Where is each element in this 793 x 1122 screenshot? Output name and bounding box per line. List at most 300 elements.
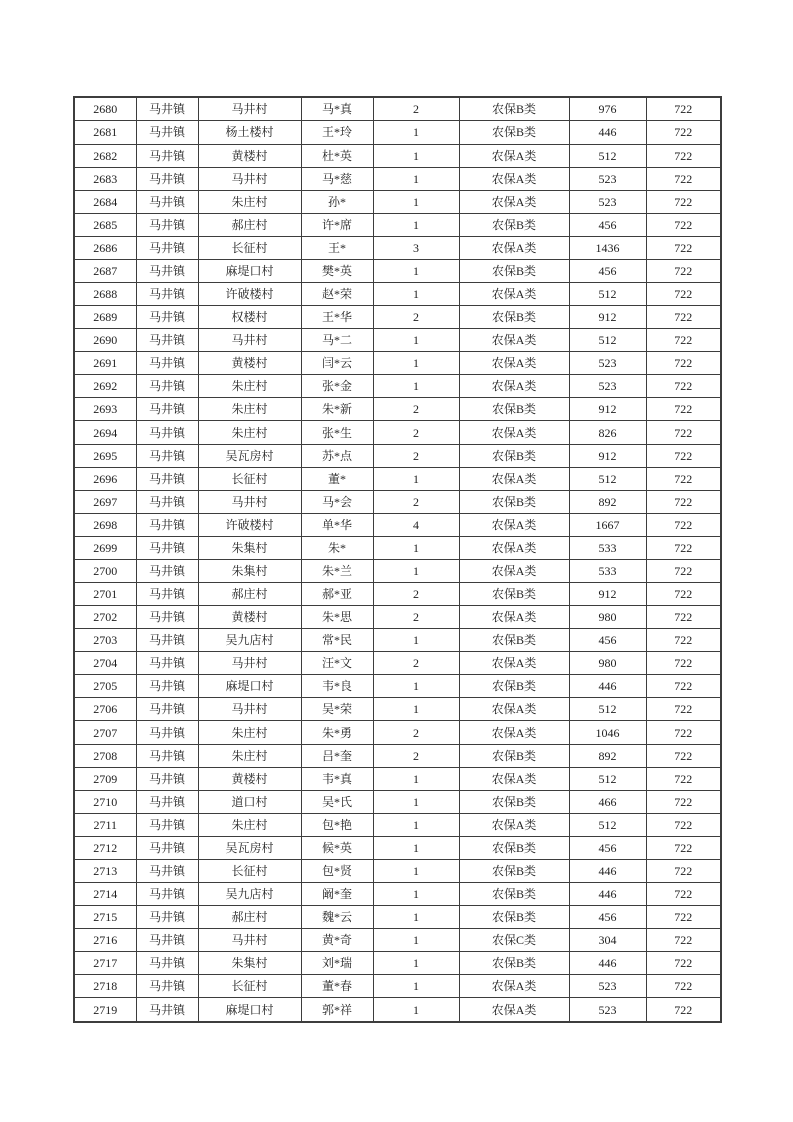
cell-person-count: 1 [373, 352, 459, 375]
cell-village: 黄楼村 [198, 606, 301, 629]
cell-insurance-category: 农保B类 [459, 906, 569, 929]
cell-person-count: 1 [373, 952, 459, 975]
cell-insurance-category: 农保A类 [459, 975, 569, 998]
cell-serial-number: 2699 [74, 536, 136, 559]
cell-village: 朱庄村 [198, 813, 301, 836]
cell-amount: 1046 [569, 721, 646, 744]
cell-amount: 1436 [569, 236, 646, 259]
cell-person-name: 包*贤 [301, 859, 373, 882]
cell-fixed-code: 722 [646, 213, 721, 236]
cell-person-name: 赵*荣 [301, 283, 373, 306]
cell-town: 马井镇 [136, 767, 198, 790]
cell-person-count: 1 [373, 283, 459, 306]
table-row [74, 306, 721, 329]
cell-person-name: 樊*英 [301, 259, 373, 282]
cell-serial-number: 2698 [74, 513, 136, 536]
cell-fixed-code: 722 [646, 121, 721, 144]
cell-person-name: 马*真 [301, 97, 373, 121]
cell-fixed-code: 722 [646, 259, 721, 282]
cell-serial-number: 2712 [74, 836, 136, 859]
cell-town: 马井镇 [136, 675, 198, 698]
cell-village: 许破楼村 [198, 283, 301, 306]
cell-person-count: 1 [373, 559, 459, 582]
table-row [74, 583, 721, 606]
cell-serial-number: 2702 [74, 606, 136, 629]
cell-amount: 523 [569, 998, 646, 1022]
cell-town: 马井镇 [136, 559, 198, 582]
cell-village: 马井村 [198, 698, 301, 721]
cell-fixed-code: 722 [646, 883, 721, 906]
cell-town: 马井镇 [136, 698, 198, 721]
cell-person-count: 1 [373, 144, 459, 167]
cell-person-name: 朱*勇 [301, 721, 373, 744]
cell-insurance-category: 农保B类 [459, 883, 569, 906]
cell-serial-number: 2688 [74, 283, 136, 306]
cell-amount: 466 [569, 790, 646, 813]
cell-serial-number: 2695 [74, 444, 136, 467]
cell-amount: 533 [569, 536, 646, 559]
table-row [74, 329, 721, 352]
cell-amount: 512 [569, 283, 646, 306]
cell-serial-number: 2716 [74, 929, 136, 952]
cell-person-count: 2 [373, 652, 459, 675]
cell-insurance-category: 农保B类 [459, 790, 569, 813]
table-row [74, 421, 721, 444]
cell-insurance-category: 农保A类 [459, 167, 569, 190]
cell-person-name: 马*慈 [301, 167, 373, 190]
cell-town: 马井镇 [136, 513, 198, 536]
cell-village: 马井村 [198, 490, 301, 513]
table-row [74, 744, 721, 767]
cell-village: 麻堤口村 [198, 675, 301, 698]
cell-person-name: 张*金 [301, 375, 373, 398]
cell-fixed-code: 722 [646, 952, 721, 975]
cell-fixed-code: 722 [646, 675, 721, 698]
cell-person-count: 1 [373, 906, 459, 929]
cell-person-name: 董* [301, 467, 373, 490]
cell-person-count: 1 [373, 813, 459, 836]
cell-amount: 512 [569, 467, 646, 490]
cell-serial-number: 2717 [74, 952, 136, 975]
cell-village: 麻堤口村 [198, 259, 301, 282]
table-row [74, 629, 721, 652]
cell-village: 麻堤口村 [198, 998, 301, 1022]
table-row [74, 929, 721, 952]
table-row [74, 767, 721, 790]
cell-person-count: 1 [373, 883, 459, 906]
cell-insurance-category: 农保A类 [459, 375, 569, 398]
cell-person-name: 孙* [301, 190, 373, 213]
table-row [74, 675, 721, 698]
cell-amount: 304 [569, 929, 646, 952]
cell-insurance-category: 农保A类 [459, 606, 569, 629]
cell-village: 黄楼村 [198, 144, 301, 167]
cell-town: 马井镇 [136, 536, 198, 559]
cell-insurance-category: 农保A类 [459, 721, 569, 744]
cell-town: 马井镇 [136, 306, 198, 329]
cell-amount: 826 [569, 421, 646, 444]
cell-person-name: 杜*英 [301, 144, 373, 167]
cell-serial-number: 2703 [74, 629, 136, 652]
cell-insurance-category: 农保B类 [459, 259, 569, 282]
cell-serial-number: 2718 [74, 975, 136, 998]
cell-town: 马井镇 [136, 144, 198, 167]
cell-amount: 523 [569, 190, 646, 213]
cell-insurance-category: 农保B类 [459, 629, 569, 652]
cell-person-name: 阚*奎 [301, 883, 373, 906]
cell-fixed-code: 722 [646, 536, 721, 559]
cell-town: 马井镇 [136, 444, 198, 467]
cell-serial-number: 2704 [74, 652, 136, 675]
benefits-table [73, 96, 722, 1023]
table-row [74, 236, 721, 259]
table-row [74, 444, 721, 467]
cell-person-count: 1 [373, 998, 459, 1022]
cell-amount: 912 [569, 398, 646, 421]
cell-fixed-code: 722 [646, 97, 721, 121]
cell-insurance-category: 农保B类 [459, 398, 569, 421]
cell-person-name: 吴*氏 [301, 790, 373, 813]
table-row [74, 97, 721, 121]
cell-insurance-category: 农保A类 [459, 559, 569, 582]
cell-village: 吴九店村 [198, 629, 301, 652]
cell-fixed-code: 722 [646, 559, 721, 582]
cell-insurance-category: 农保A类 [459, 698, 569, 721]
cell-serial-number: 2681 [74, 121, 136, 144]
cell-serial-number: 2690 [74, 329, 136, 352]
cell-amount: 446 [569, 859, 646, 882]
cell-fixed-code: 722 [646, 398, 721, 421]
cell-insurance-category: 农保A类 [459, 767, 569, 790]
cell-village: 朱庄村 [198, 421, 301, 444]
cell-village: 黄楼村 [198, 352, 301, 375]
cell-serial-number: 2694 [74, 421, 136, 444]
cell-insurance-category: 农保B类 [459, 744, 569, 767]
cell-town: 马井镇 [136, 629, 198, 652]
cell-amount: 446 [569, 952, 646, 975]
cell-amount: 523 [569, 375, 646, 398]
cell-village: 吴瓦房村 [198, 836, 301, 859]
cell-serial-number: 2692 [74, 375, 136, 398]
table-row [74, 144, 721, 167]
cell-village: 朱庄村 [198, 190, 301, 213]
table-row [74, 398, 721, 421]
table-row [74, 859, 721, 882]
cell-insurance-category: 农保A类 [459, 352, 569, 375]
cell-person-name: 常*民 [301, 629, 373, 652]
cell-person-count: 1 [373, 859, 459, 882]
cell-person-count: 1 [373, 375, 459, 398]
cell-serial-number: 2684 [74, 190, 136, 213]
cell-serial-number: 2691 [74, 352, 136, 375]
table-row [74, 190, 721, 213]
cell-insurance-category: 农保A类 [459, 652, 569, 675]
cell-village: 许破楼村 [198, 513, 301, 536]
table-row [74, 467, 721, 490]
cell-fixed-code: 722 [646, 375, 721, 398]
table-row [74, 513, 721, 536]
cell-serial-number: 2709 [74, 767, 136, 790]
cell-amount: 892 [569, 490, 646, 513]
cell-town: 马井镇 [136, 859, 198, 882]
cell-serial-number: 2696 [74, 467, 136, 490]
cell-insurance-category: 农保B类 [459, 121, 569, 144]
cell-village: 杨土楼村 [198, 121, 301, 144]
cell-village: 郝庄村 [198, 906, 301, 929]
cell-fixed-code: 722 [646, 606, 721, 629]
cell-town: 马井镇 [136, 975, 198, 998]
cell-town: 马井镇 [136, 259, 198, 282]
cell-person-name: 朱*新 [301, 398, 373, 421]
cell-fixed-code: 722 [646, 652, 721, 675]
table-row [74, 352, 721, 375]
cell-amount: 446 [569, 883, 646, 906]
cell-amount: 512 [569, 144, 646, 167]
cell-person-name: 黄*奇 [301, 929, 373, 952]
cell-person-name: 刘*瑞 [301, 952, 373, 975]
cell-village: 马井村 [198, 929, 301, 952]
cell-fixed-code: 722 [646, 236, 721, 259]
cell-fixed-code: 722 [646, 306, 721, 329]
cell-village: 郝庄村 [198, 213, 301, 236]
cell-fixed-code: 722 [646, 790, 721, 813]
cell-insurance-category: 农保B类 [459, 97, 569, 121]
cell-fixed-code: 722 [646, 836, 721, 859]
cell-village: 马井村 [198, 329, 301, 352]
table-row [74, 606, 721, 629]
cell-town: 马井镇 [136, 836, 198, 859]
cell-fixed-code: 722 [646, 744, 721, 767]
cell-town: 马井镇 [136, 375, 198, 398]
cell-fixed-code: 722 [646, 190, 721, 213]
cell-person-count: 2 [373, 583, 459, 606]
cell-person-count: 1 [373, 629, 459, 652]
table-row [74, 813, 721, 836]
cell-town: 马井镇 [136, 421, 198, 444]
cell-person-count: 1 [373, 675, 459, 698]
cell-village: 郝庄村 [198, 583, 301, 606]
cell-amount: 456 [569, 259, 646, 282]
cell-village: 朱集村 [198, 536, 301, 559]
table-row [74, 698, 721, 721]
cell-village: 长征村 [198, 859, 301, 882]
cell-person-name: 韦*良 [301, 675, 373, 698]
cell-village: 马井村 [198, 97, 301, 121]
cell-town: 马井镇 [136, 490, 198, 513]
cell-fixed-code: 722 [646, 975, 721, 998]
cell-fixed-code: 722 [646, 698, 721, 721]
cell-insurance-category: 农保B类 [459, 836, 569, 859]
cell-fixed-code: 722 [646, 767, 721, 790]
cell-serial-number: 2708 [74, 744, 136, 767]
cell-insurance-category: 农保B类 [459, 213, 569, 236]
cell-person-name: 郝*亚 [301, 583, 373, 606]
cell-village: 吴瓦房村 [198, 444, 301, 467]
cell-person-count: 1 [373, 190, 459, 213]
cell-insurance-category: 农保B类 [459, 583, 569, 606]
cell-serial-number: 2680 [74, 97, 136, 121]
cell-village: 权楼村 [198, 306, 301, 329]
cell-village: 朱集村 [198, 559, 301, 582]
cell-person-name: 苏*点 [301, 444, 373, 467]
cell-person-name: 王*玲 [301, 121, 373, 144]
cell-serial-number: 2701 [74, 583, 136, 606]
cell-amount: 523 [569, 167, 646, 190]
cell-fixed-code: 722 [646, 998, 721, 1022]
table-row [74, 559, 721, 582]
table-row [74, 790, 721, 813]
cell-serial-number: 2714 [74, 883, 136, 906]
cell-person-count: 1 [373, 329, 459, 352]
table-row [74, 213, 721, 236]
cell-serial-number: 2686 [74, 236, 136, 259]
cell-person-count: 2 [373, 421, 459, 444]
cell-serial-number: 2710 [74, 790, 136, 813]
cell-fixed-code: 722 [646, 629, 721, 652]
cell-insurance-category: 农保A类 [459, 513, 569, 536]
cell-person-count: 2 [373, 744, 459, 767]
benefits-table-container [73, 96, 720, 1023]
cell-person-count: 2 [373, 606, 459, 629]
table-row [74, 490, 721, 513]
cell-serial-number: 2687 [74, 259, 136, 282]
cell-amount: 456 [569, 629, 646, 652]
cell-person-name: 朱* [301, 536, 373, 559]
table-row [74, 375, 721, 398]
cell-serial-number: 2711 [74, 813, 136, 836]
cell-village: 朱庄村 [198, 375, 301, 398]
cell-fixed-code: 722 [646, 906, 721, 929]
cell-amount: 512 [569, 698, 646, 721]
cell-town: 马井镇 [136, 398, 198, 421]
cell-town: 马井镇 [136, 721, 198, 744]
cell-fixed-code: 722 [646, 167, 721, 190]
cell-person-count: 1 [373, 121, 459, 144]
cell-fixed-code: 722 [646, 421, 721, 444]
cell-amount: 523 [569, 975, 646, 998]
cell-town: 马井镇 [136, 929, 198, 952]
cell-amount: 912 [569, 306, 646, 329]
table-row [74, 906, 721, 929]
cell-amount: 892 [569, 744, 646, 767]
cell-fixed-code: 722 [646, 813, 721, 836]
cell-town: 马井镇 [136, 213, 198, 236]
table-row [74, 121, 721, 144]
cell-amount: 533 [569, 559, 646, 582]
cell-fixed-code: 722 [646, 144, 721, 167]
table-row [74, 721, 721, 744]
cell-town: 马井镇 [136, 606, 198, 629]
cell-village: 道口村 [198, 790, 301, 813]
cell-person-name: 马*会 [301, 490, 373, 513]
cell-fixed-code: 722 [646, 721, 721, 744]
cell-fixed-code: 722 [646, 513, 721, 536]
table-row [74, 952, 721, 975]
cell-amount: 512 [569, 813, 646, 836]
cell-person-name: 许*席 [301, 213, 373, 236]
cell-village: 长征村 [198, 236, 301, 259]
cell-amount: 912 [569, 583, 646, 606]
cell-town: 马井镇 [136, 167, 198, 190]
cell-town: 马井镇 [136, 283, 198, 306]
cell-insurance-category: 农保A类 [459, 236, 569, 259]
cell-person-name: 郭*祥 [301, 998, 373, 1022]
cell-amount: 446 [569, 675, 646, 698]
cell-amount: 456 [569, 213, 646, 236]
cell-person-count: 3 [373, 236, 459, 259]
cell-town: 马井镇 [136, 813, 198, 836]
table-row [74, 998, 721, 1022]
cell-person-count: 1 [373, 929, 459, 952]
cell-person-name: 汪*文 [301, 652, 373, 675]
cell-person-count: 1 [373, 698, 459, 721]
cell-insurance-category: 农保A类 [459, 998, 569, 1022]
table-row [74, 259, 721, 282]
cell-amount: 512 [569, 329, 646, 352]
cell-serial-number: 2697 [74, 490, 136, 513]
cell-insurance-category: 农保B类 [459, 306, 569, 329]
cell-insurance-category: 农保A类 [459, 283, 569, 306]
cell-person-count: 1 [373, 467, 459, 490]
cell-insurance-category: 农保A类 [459, 329, 569, 352]
cell-insurance-category: 农保C类 [459, 929, 569, 952]
cell-serial-number: 2719 [74, 998, 136, 1022]
cell-person-count: 2 [373, 444, 459, 467]
cell-town: 马井镇 [136, 583, 198, 606]
cell-fixed-code: 722 [646, 352, 721, 375]
cell-person-count: 1 [373, 975, 459, 998]
cell-serial-number: 2700 [74, 559, 136, 582]
cell-person-count: 1 [373, 167, 459, 190]
cell-person-name: 董*春 [301, 975, 373, 998]
cell-amount: 912 [569, 444, 646, 467]
cell-person-name: 张*生 [301, 421, 373, 444]
table-row [74, 167, 721, 190]
table-row [74, 883, 721, 906]
cell-fixed-code: 722 [646, 929, 721, 952]
cell-person-count: 1 [373, 790, 459, 813]
cell-insurance-category: 农保B类 [459, 444, 569, 467]
cell-person-name: 朱*思 [301, 606, 373, 629]
cell-serial-number: 2682 [74, 144, 136, 167]
cell-insurance-category: 农保B类 [459, 859, 569, 882]
cell-fixed-code: 722 [646, 283, 721, 306]
cell-town: 马井镇 [136, 236, 198, 259]
cell-amount: 512 [569, 767, 646, 790]
cell-serial-number: 2705 [74, 675, 136, 698]
cell-serial-number: 2707 [74, 721, 136, 744]
cell-village: 朱庄村 [198, 398, 301, 421]
cell-person-count: 2 [373, 721, 459, 744]
cell-insurance-category: 农保A类 [459, 536, 569, 559]
cell-village: 长征村 [198, 467, 301, 490]
cell-person-count: 2 [373, 306, 459, 329]
cell-serial-number: 2713 [74, 859, 136, 882]
cell-serial-number: 2689 [74, 306, 136, 329]
cell-person-name: 王*华 [301, 306, 373, 329]
cell-village: 马井村 [198, 652, 301, 675]
cell-village: 朱庄村 [198, 744, 301, 767]
cell-town: 马井镇 [136, 883, 198, 906]
cell-insurance-category: 农保A类 [459, 144, 569, 167]
cell-town: 马井镇 [136, 952, 198, 975]
cell-serial-number: 2683 [74, 167, 136, 190]
cell-insurance-category: 农保B类 [459, 490, 569, 513]
cell-amount: 446 [569, 121, 646, 144]
cell-insurance-category: 农保A类 [459, 421, 569, 444]
cell-amount: 523 [569, 352, 646, 375]
cell-amount: 976 [569, 97, 646, 121]
